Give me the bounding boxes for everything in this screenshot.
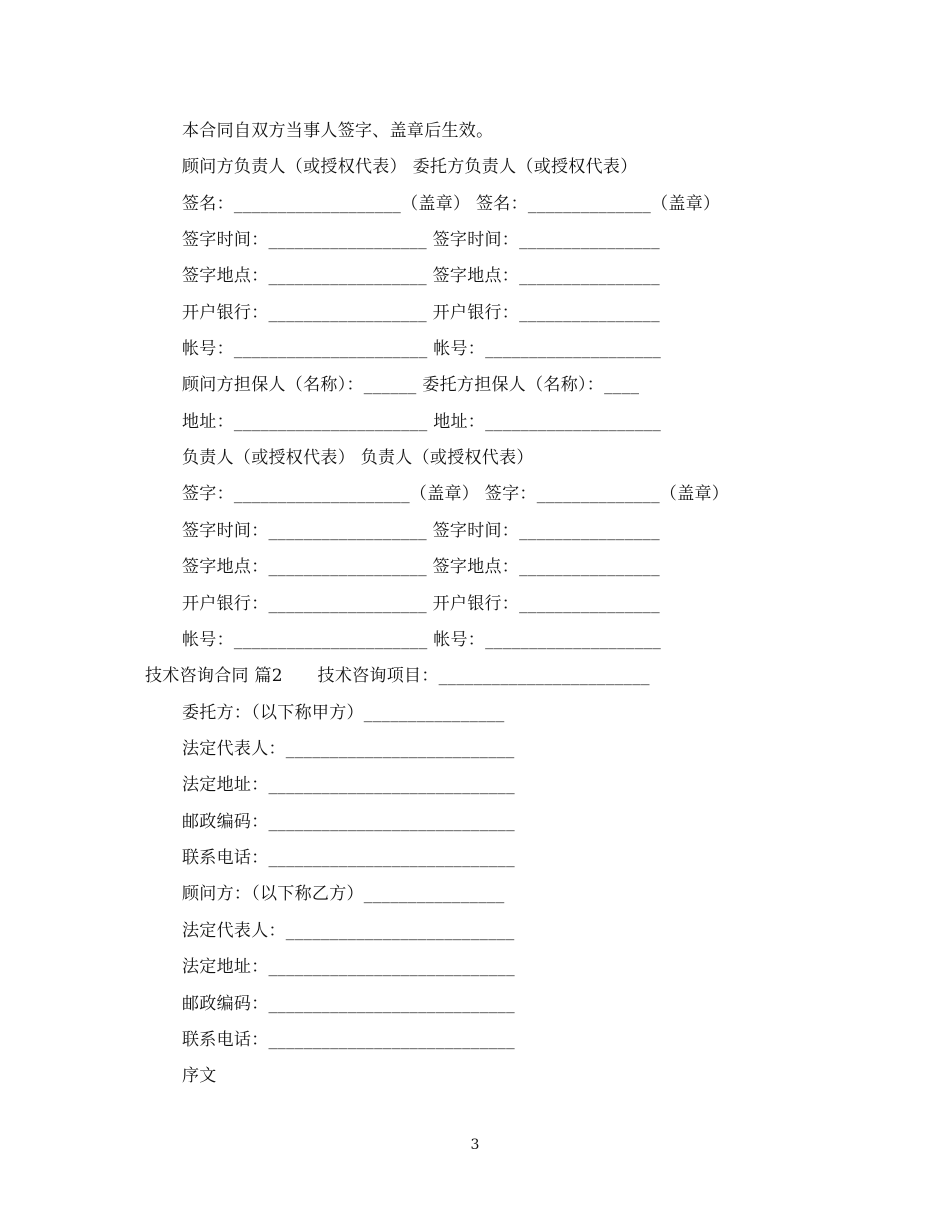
bank-line: 开户银行：__________________ 开户银行：________________	[182, 303, 660, 323]
signature-line: 签名：___________________（盖章） 签名：______________（盖章）	[182, 194, 721, 214]
consultant-legal-address-line: 法定地址：____________________________	[182, 957, 515, 977]
contract-section-title: 技术咨询合同 篇2 技术咨询项目：________________________	[145, 666, 650, 686]
guarantor-line: 顾问方担保人（名称）：______ 委托方担保人（名称）：____	[182, 375, 640, 395]
signatory-heading: 顾问方负责人（或授权代表） 委托方负责人（或授权代表）	[182, 157, 638, 177]
guarantor-sign-date-line: 签字时间：__________________ 签字时间：________________	[182, 521, 660, 541]
guarantor-signature-line: 签字：____________________（盖章） 签字：______________（盖章）	[182, 484, 730, 504]
consultant-postcode-line: 邮政编码：____________________________	[182, 994, 515, 1014]
preface-heading: 序文	[182, 1066, 217, 1086]
client-legal-rep-line: 法定代表人：__________________________	[182, 739, 515, 759]
guarantor-bank-line: 开户银行：__________________ 开户银行：________________	[182, 594, 660, 614]
consultant-party-line: 顾问方：（以下称乙方）________________	[182, 884, 505, 904]
guarantor-representative-heading: 负责人（或授权代表） 负责人（或授权代表）	[182, 448, 534, 468]
client-phone-line: 联系电话：____________________________	[182, 848, 515, 868]
client-party-line: 委托方：（以下称甲方）________________	[182, 703, 505, 723]
sign-date-line: 签字时间：__________________ 签字时间：________________	[182, 230, 660, 250]
consultant-legal-rep-line: 法定代表人：__________________________	[182, 921, 515, 941]
sign-place-line: 签字地点：__________________ 签字地点：________________	[182, 266, 660, 286]
consultant-phone-line: 联系电话：____________________________	[182, 1030, 515, 1050]
guarantor-account-line: 帐号：______________________ 帐号：____________________	[182, 630, 662, 650]
page-number: 3	[470, 1137, 480, 1153]
effective-clause: 本合同自双方当事人签字、盖章后生效。	[182, 121, 494, 141]
address-line: 地址：______________________ 地址：____________________	[182, 412, 662, 432]
client-postcode-line: 邮政编码：____________________________	[182, 812, 515, 832]
guarantor-sign-place-line: 签字地点：__________________ 签字地点：________________	[182, 557, 660, 577]
client-legal-address-line: 法定地址：____________________________	[182, 775, 515, 795]
account-line: 帐号：______________________ 帐号：____________________	[182, 339, 662, 359]
